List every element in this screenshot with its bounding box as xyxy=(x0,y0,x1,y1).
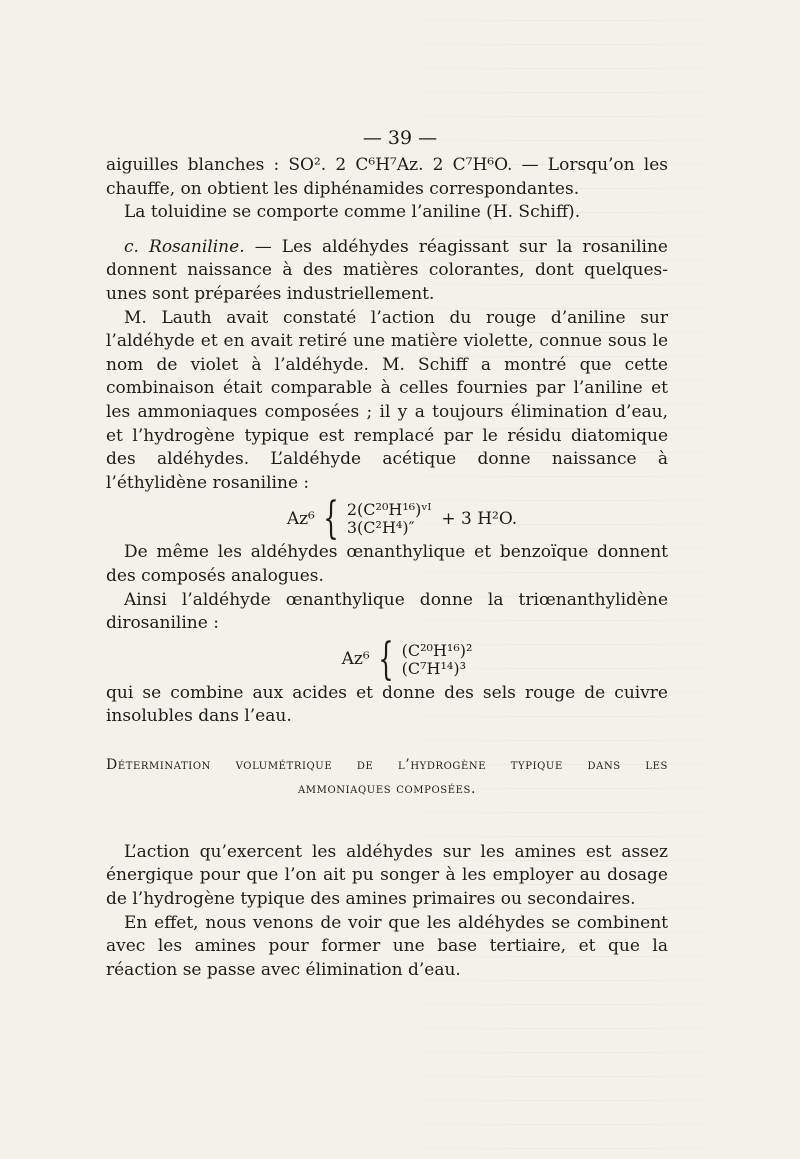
formula2-lhs: Az⁶ xyxy=(341,648,370,669)
paragraph-2: La toluidine se comporte comme l’aniline (H. Schiff). xyxy=(124,202,581,223)
paragraph-action: L’action qu’exercent les aldéhydes sur les amines est assez énergique pour que l’on ait pu songer à les employer au dosage de l’hydrogène typique des amines primaires ou secondaires. xyxy=(106,841,668,910)
formula2-bottom: (C⁷H¹⁴)³ xyxy=(401,658,466,678)
formula2-stack xyxy=(402,642,473,678)
formula1-rhs: + 3 H²O. xyxy=(441,508,518,529)
page-number: — 39 — xyxy=(362,127,438,149)
paragraph-oenanthylique: Ainsi l’aldéhyde œnanthylique donne la triœnanthylidène dirosaniline : xyxy=(106,589,668,634)
paragraph-1: aiguilles blanches : SO². 2 C⁶H⁷Az. 2 C⁷H⁶O. — Lorsqu’on les chauffe, on obtient les diphénamides correspondantes. xyxy=(106,155,668,199)
section-heading-line1: Détermination volumétrique de l’hydrogène typique dans les xyxy=(106,756,668,773)
formula-trioenanthylidene xyxy=(106,633,668,685)
section-label-rosaniline: c. Rosaniline. xyxy=(124,236,245,257)
formula1-lhs: Az⁶ xyxy=(286,508,315,529)
formula2-top: (C²⁰H¹⁶)² xyxy=(401,640,473,660)
paragraph-analogues: De même les aldéhydes œnanthylique et benzoïque donnent des composés analogues. xyxy=(106,542,668,586)
formula1-top: 2(C²⁰H¹⁶)ᵛᴵ xyxy=(346,500,432,520)
formula1-stack xyxy=(347,501,431,537)
rosaniline-text: — Les aldéhydes réagissant sur la rosaniline donnent naissance à des matières colorantes, dont quelques-unes sont préparées industriellement. xyxy=(106,236,668,304)
paragraph-en-effet: En effet, nous venons de voir que les aldéhydes se combinent avec les amines pour former une base tertiaire, et que la réaction se passe avec élimination d’eau. xyxy=(106,912,668,980)
paragraph-sels: qui se combine aux acides et donne des sels rouge de cuivre insolubles dans l’eau. xyxy=(106,682,668,727)
paragraph-lauth: M. Lauth avait constaté l’action du rouge d’aniline sur l’aldéhyde et en avait retiré une matière violette, connue sous le nom de violet à l’aldéhyde. M. Schiff a montré que cette combinaison était comparable à celles fournies par l’aniline et les ammoniaques composées ; il y a toujours élimination d’eau, et l’hydrogène typique est remplacé par le résidu diatomique des aldéhydes. L’aldéhyde acétique donne naissance à l’éthylidène rosaniline : xyxy=(106,307,668,493)
formula-ethylidene-rosaniline xyxy=(106,493,668,545)
formula2-brace: { xyxy=(377,633,394,685)
formula1-bottom: 3(C²H⁴)″ xyxy=(346,518,415,538)
body-text xyxy=(106,154,668,982)
section-heading xyxy=(106,753,668,801)
formula1-brace: { xyxy=(323,493,339,545)
paragraph-rosaniline xyxy=(106,236,668,307)
section-heading-line2: ammoniaques composées. xyxy=(297,780,476,797)
